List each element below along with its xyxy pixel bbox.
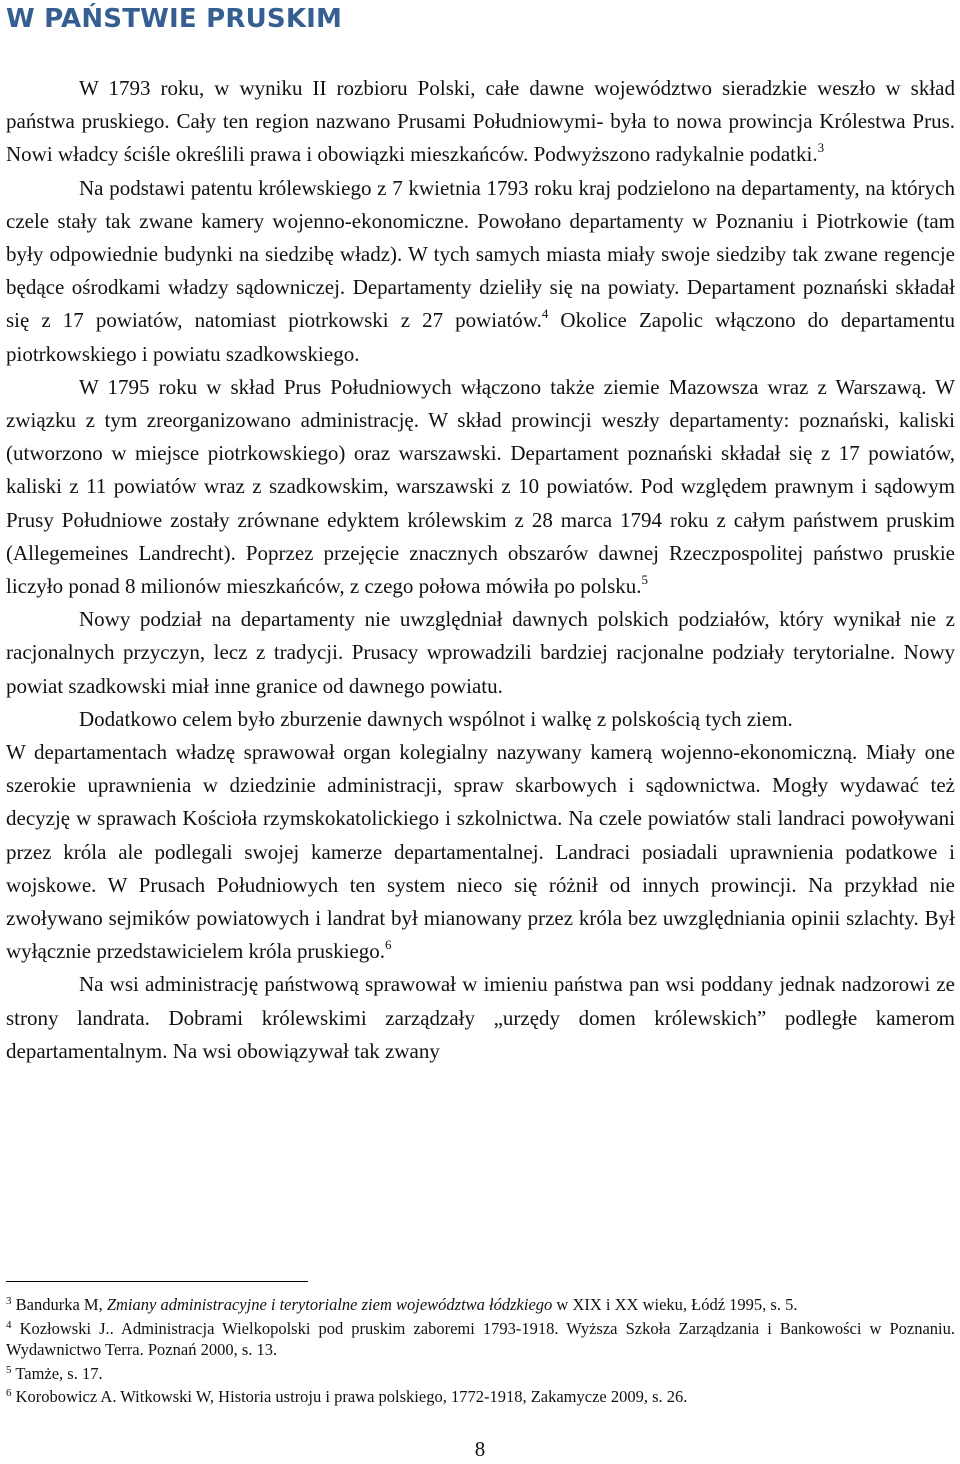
- body-text: [6, 72, 955, 1068]
- paragraph-2: Na podstawi patentu królewskiego z 7 kwietnia 1793 roku kraj podzielono na departamenty, na których czele stały tak zwane kamery wojenno-ekonomiczne. Powołano departamenty w Poznaniu i Piotrkowie (tam były odpowiednie budynki na siedzibę władz). W tych samych miasta miały swoje siedziby tak zwane regencje będące ośrodkami władzy sądowniczej. Departamenty dzieliły się na powiaty. Departament poznański składał się z 17 powiatów, natomiast piotrkowski z 27 powiatów.$^4$ Okolice Zapolic włączono do departamentu piotrkowskiego i powiatu szadkowskiego.: [6, 175, 955, 366]
- footnote-6: $^6$ Korobowicz A. Witkowski W, Historia ustroju i prawa polskiego, 1772-1918, Zakamycze 2009, s. 26.: [6, 1387, 688, 1406]
- paragraph-1: W 1793 roku, w wyniku II rozbioru Polski, całe dawne województwo sieradzkie weszło w skład państwa pruskiego. Cały ten region nazwano Prusami Południowymi- była to nowa prowincja Królestwa Prus. Nowi władcy ściśle określili prawa i obowiązki mieszkańców. Podwyższono radykalnie podatki.$^3$: [6, 76, 955, 167]
- footnotes: [6, 1294, 955, 1410]
- footnote-ref-6[interactable]: 6: [385, 937, 392, 953]
- footnote-5: $^5$ Tamże, s. 17.: [6, 1363, 103, 1383]
- page-number: 8: [474, 1437, 486, 1461]
- paragraph-5: Dodatkowo celem było zburzenie dawnych wspólnot i walkę z polskością tych ziem.: [79, 706, 793, 731]
- paragraph-7: Na wsi administrację państwową sprawował w imieniu państwa pan wsi poddany jednak nadzorowi ze strony landrata. Dobrami królewskimi zarządzały „urzędy domen królewskich” podległe kamerom departamentalnym. Na wsi obowiązywał tak zwany: [6, 972, 955, 1063]
- footnote-separator: [6, 1281, 308, 1282]
- footnote-4: $^4$ Kozłowski J.. Administracja Wielkopolski pod pruskim zaboremi 1793-1918. Wyższa Szkoła Zarządzania i Bankowości w Poznaniu. Wydawnictwo Terra. Poznań 2000, s. 13.: [6, 1318, 955, 1359]
- paragraph-4: Nowy podział na departamenty nie uwzględniał dawnych polskich podziałów, który wynikał nie z racjonalnych przyczyn, lecz z tradycji. Prusacy wprowadzili bardziej racjonalne podziały terytorialne. Nowy powiat szadkowski miał inne granice od dawnego powiatu.: [6, 607, 955, 698]
- paragraph-6: W departamentach władzę sprawował organ kolegialny nazywany kamerą wojenno-ekonomiczną. Miały one szerokie uprawnienia w dziedzinie administracji, spraw skarbowych i sądownictwa. Mogły wydawać też decyzję w sprawach Kościoła rzymskokatolickiego i szkolnictwa. Na czele powiatów stali landraci powoływani przez króla ale podlegali swojej kamerze departamentalnej. Landraci posiadali uprawnienia podatkowe i wojskowe. W Prusach Południowych ten system nieco się różnił od innych prowincji. Na przykład nie zwoływano sejmików powiatowych i landrat był mianowany przez króla bez uwzględniania opinii szlachty. Był wyłącznie przedstawicielem króla pruskiego.$^6$: [6, 740, 955, 964]
- section-heading: W PAŃSTWIE PRUSKIM: [6, 4, 343, 34]
- footnote-ref-5[interactable]: 5: [641, 572, 648, 588]
- paragraph-3: W 1795 roku w skład Prus Południowych włączono także ziemie Mazowsza wraz z Warszawą. W związku z tym zreorganizowano administrację. W skład prowincji weszły departamenty: poznański, kaliski (utworzono w miejsce piotrkowskiego) oraz warszawski. Departament poznański składał się z 17 powiatów, kaliski z 11 powiatów wraz z szadkowskim, warszawski z 10 powiatów. Pod względem prawnym i sądowym Prusy Południowe zostały zrównane edyktem królewskim z 28 marca 1794 roku z całym państwem pruskim (Allegemeines Landrecht). Poprzez przejęcie znacznych obszarów dawnej Rzeczpospolitej państwo pruskie liczyło ponad 8 milionów mieszkańców, z czego połowa mówiła po polsku.$^5$: [6, 374, 955, 599]
- footnote-ref-4[interactable]: 4: [541, 306, 549, 322]
- footnote-ref-3[interactable]: 3: [817, 140, 825, 156]
- footnote-3: $^3$ Bandurka M, Zmiany administracyjne i terytorialne ziem województwa łódzkiego w XIX i XX wieku, Łódź 1995, s. 5.: [6, 1295, 798, 1314]
